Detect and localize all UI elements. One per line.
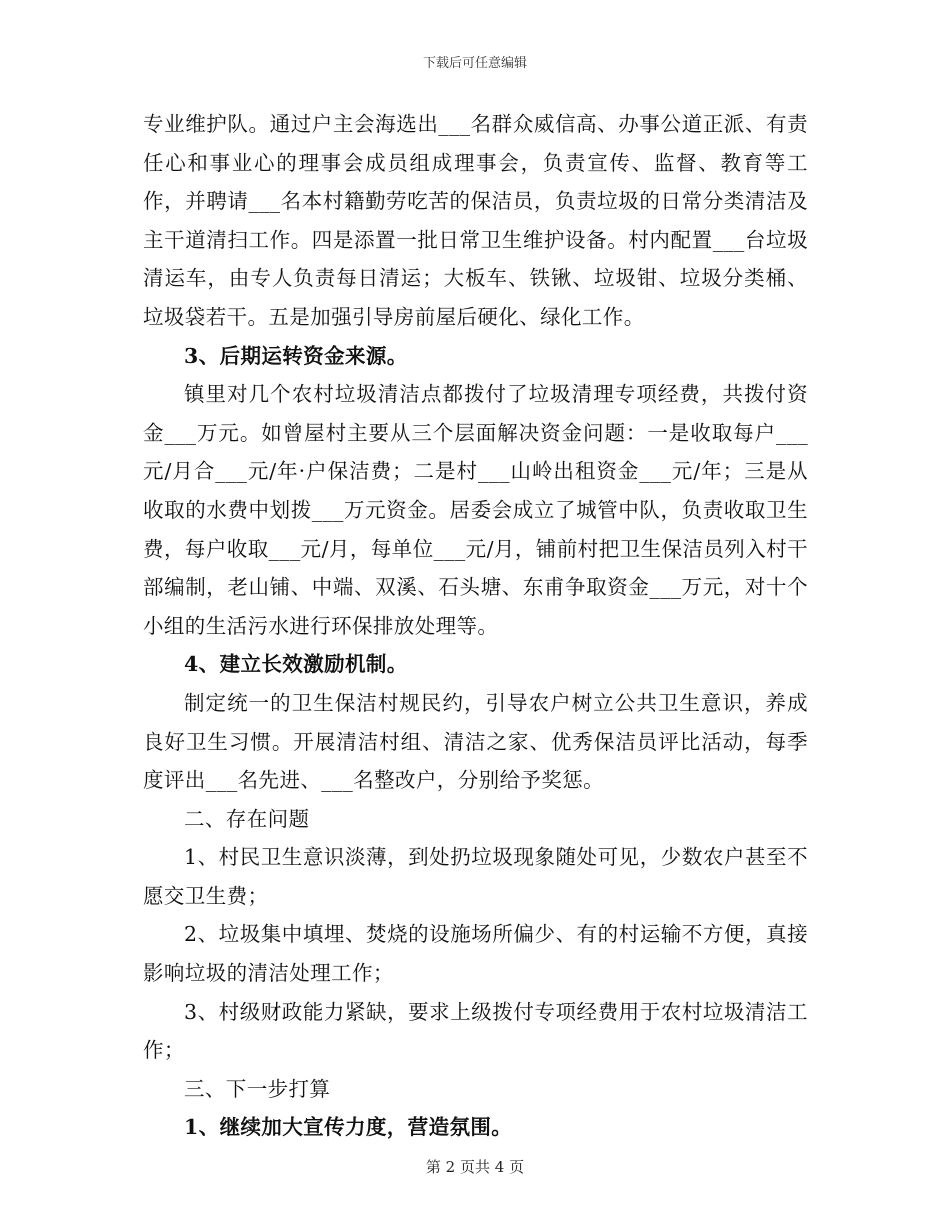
heading-incentive-mechanism: 4、建立长效激励机制。: [184, 652, 408, 677]
paragraph-maintenance-team: 专业维护队。通过户主会海选出___名群众威信高、办事公道正派、有责任心和事业心的理事会成员组成理事会，负责宣传、监督、教育等工作，并聘请___名本村籍勤劳吃苦的保洁员，负责垃圾的日常分类清洁及主干道清扫工作。四是添置一批日常卫生维护设备。村内配置___台垃圾清运车，由专人负责每日清运；大板车、铁锹、垃圾钳、垃圾分类桶、垃圾袋若干。五是加强引导房前屋后硬化、绿化工作。: [143, 112, 808, 329]
heading-existing-problems: 二、存在问题: [184, 806, 310, 831]
heading-publicity: 1、继续加大宣传力度，营造氛围。: [184, 1115, 513, 1140]
heading-next-steps: 三、下一步打算: [184, 1076, 331, 1101]
page-header: 下载后可任意编辑: [422, 56, 527, 71]
heading-funding-source: 3、后期运转资金来源。: [184, 343, 408, 368]
paragraph-problem-3: 3、村级财政能力紧缺，要求上级拨付专项经费用于农村垃圾清洁工作；: [143, 999, 808, 1063]
page-number: 第 2 页共 4 页: [425, 1158, 525, 1176]
paragraph-problem-2: 2、垃圾集中填埋、焚烧的设施场所偏少、有的村运输不方便，真接影响垃圾的清洁处理工作；: [143, 922, 808, 986]
paragraph-incentive: 制定统一的卫生保洁村规民约，引导农户树立公共卫生意识，养成良好卫生习惯。开展清洁村组、清洁之家、优秀保洁员评比活动，每季度评出___名先进、___名整改户，分别给予奖惩。: [143, 690, 808, 793]
paragraph-problem-1: 1、村民卫生意识淡薄，到处扔垃圾现象随处可见，少数农户甚至不愿交卫生费；: [143, 845, 808, 908]
paragraph-funding: 镇里对几个农村垃圾清洁点都拨付了垃圾清理专项经费，共拨付资金___万元。如曾屋村主要从三个层面解决资金问题：一是收取每户___元/月合___元/年·户保洁费；二是村___山岭出租资金___元/年；三是从收取的水费中划拨___万元资金。居委会成立了城管中队，负责收取卫生费，每户收取___元/月，每单位___元/月，铺前村把卫生保洁员列入村干部编制，老山铺、中端、双溪、石头塘、东甫争取资金___万元，对十个小组的生活污水进行环保排放处理等。: [143, 382, 808, 638]
document-body: [143, 105, 808, 1147]
